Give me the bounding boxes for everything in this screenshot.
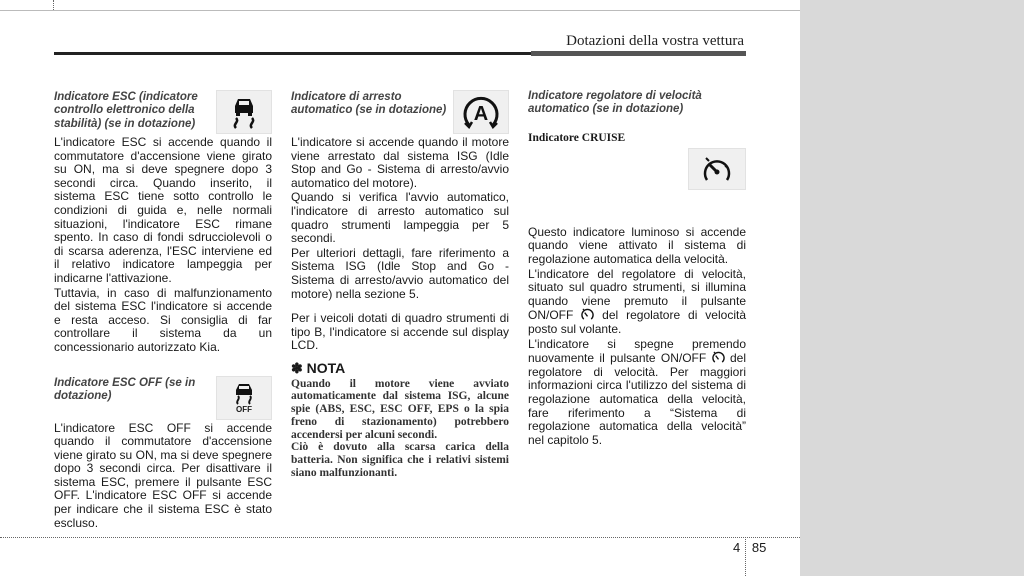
auto-stop-paragraph-2: Quando si verifica l'avvio automatico, l'indicatore di arresto automatico sul quadro strumenti lampeggia per 5 secondi. <box>291 190 509 246</box>
esc-section-header <box>54 90 272 136</box>
cruise-paragraph-3 <box>528 338 746 448</box>
page-header-title: Dotazioni della vostra vettura <box>566 33 744 49</box>
chapter-number: 4 <box>733 540 741 555</box>
cruise-button-icon <box>712 351 725 364</box>
esc-paragraph-2: Tuttavia, in caso di malfunzionamento del sistema ESC l'indicatore si accende e resta acceso. Si consiglia di far controllare il sistema da un concessionario autorizzato Kia. <box>54 285 272 354</box>
column-3 <box>528 90 746 448</box>
note-paragraph-1: Quando il motore viene avviato automaticamente dal sistema ISG, alcune spie (ABS, ESC, ESC OFF, EPS o la spia freno di stazionamento) potrebbero accendersi per alcuni secondi. <box>291 377 509 441</box>
note-paragraph-2: Ciò è dovuto alla scarsa carica della batteria. Non significa che i relativi sistemi siano malfunzionanti. <box>291 441 509 480</box>
esc-skid-icon <box>216 90 272 134</box>
esc-title: Indicatore ESC (indicatore controllo elettronico della stabilità) (se in dotazione) <box>54 91 198 130</box>
cruise-title: Indicatore regolatore di velocità automatico (se in dotazione) <box>528 90 702 116</box>
page-number <box>733 540 766 555</box>
auto-stop-title: Indicatore di arresto automatico (se in dotazione) <box>291 91 447 117</box>
column-2 <box>291 90 509 480</box>
auto-stop-paragraph-1: L'indicatore si accende quando il motore viene arrestato dal sistema ISG (Idle Stop and Go - Sistema di arresto/avvio automatico del motore). <box>291 135 509 190</box>
header-rule <box>54 52 746 55</box>
cruise-paragraph-1: Questo indicatore luminoso si accende quando viene attivato il sistema di regolazione automatica della velocità. <box>528 224 746 266</box>
crop-mark-bottom <box>745 537 746 576</box>
esc-off-icon-label: OFF <box>236 405 252 414</box>
esc-off-paragraph-1: L'indicatore ESC OFF si accende quando il commutatore d'accensione viene girato su ON, ma si deve spegnere dopo 3 secondi circa. Per disattivare il sistema ESC, premere il pulsante ESC OFF. L'indicatore ESC OFF si accende per indicare che il sistema ESC è stato escluso. <box>54 420 272 530</box>
auto-stop-paragraph-4: Per i veicoli dotati di quadro strumenti di tipo B, l'indicatore si accende sul display LCD. <box>291 311 509 353</box>
cruise-paragraph-3-start: L'indicatore si spegne premendo nuovamente il pulsante ON/OFF <box>528 336 746 366</box>
cruise-paragraph-2 <box>528 268 746 337</box>
auto-stop-icon <box>453 90 509 134</box>
cruise-icon <box>688 148 746 190</box>
viewer-side-panel <box>800 0 1024 576</box>
esc-paragraph-1: L'indicatore ESC si accende quando il commutatore d'accensione viene girato su ON, ma si deve spegnere dopo 3 secondi circa. Quando inserito, il sistema ESC tiene sotto controllo le condizioni di guida e, nelle normali situazioni, l'indicatore ESC rimane spento. In caso di fondi sdrucciolevoli o di scarsa aderenza, l'ESC interviene ed il relativo indicatore lampeggia per indicarne l'attivazione. <box>54 135 272 285</box>
cruise-paragraph-2-end: del regolatore di velocità posto sul volante. <box>528 308 746 336</box>
page-number-value: 85 <box>751 540 767 555</box>
esc-off-icon <box>216 376 272 420</box>
column-1 <box>54 90 272 531</box>
note-heading: ✽ NOTA <box>291 359 346 376</box>
cruise-subtitle: Indicatore CRUISE <box>528 131 626 144</box>
auto-stop-paragraph-3: Per ulteriori dettagli, fare riferimento a Sistema ISG (Idle Stop and Go - Sistema di arresto/avvio automatico del motore) nella sezione 5. <box>291 245 509 301</box>
esc-off-section-header <box>54 376 272 422</box>
crop-mark-top <box>53 0 54 10</box>
esc-off-title: Indicatore ESC OFF (se in dotazione) <box>54 376 196 402</box>
top-border <box>0 10 800 11</box>
bottom-crop-line <box>0 537 800 538</box>
auto-stop-section-header <box>291 90 509 136</box>
cruise-button-icon <box>581 308 594 321</box>
cruise-paragraph-2-start: L'indicatore del regolatore di velocità, situato sul quadro strumenti, si illumina quando viene premuto il pulsante ON/OFF <box>528 266 746 323</box>
cruise-paragraph-3-end: del regolatore di velocità. Per maggiori informazioni circa l'utilizzo del sistema di regolazione automatica della velocità, fare riferimento a “Sistema di regolazione automatica della velocità” nel capitolo 5. <box>528 351 746 447</box>
svg-text:A: A <box>473 103 489 125</box>
